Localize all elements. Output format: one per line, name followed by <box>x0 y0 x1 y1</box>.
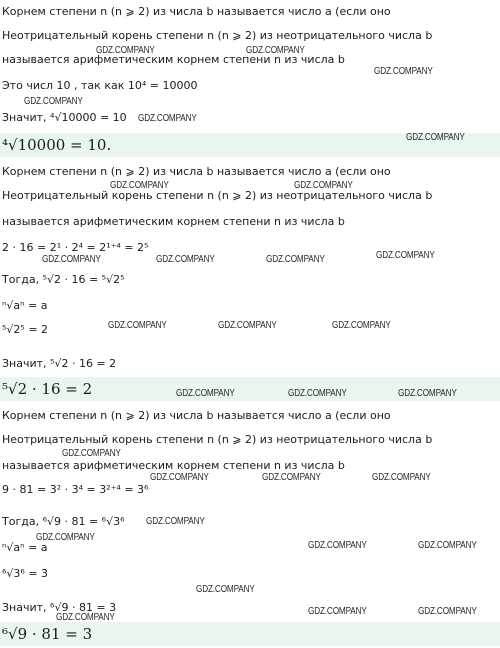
s2-rule-line: ⁿ√aⁿ = a <box>2 299 48 312</box>
s3-conclusion-line: Значит, ⁶√9 · 81 = 3 <box>2 601 117 614</box>
watermark: GDZ.COMPANY <box>418 606 477 617</box>
watermark: GDZ.COMPANY <box>138 113 197 124</box>
s1-example-line: Это числ 10 , так как 10⁴ = 10000 <box>2 79 198 92</box>
watermark: GDZ.COMPANY <box>372 472 431 483</box>
s3-calculation-line: 9 · 81 = 3² · 3⁴ = 3²⁺⁴ = 3⁶ <box>2 483 149 496</box>
s2-definition-line-1: Корнем степени n (n ⩾ 2) из числа b называется число a (если оно <box>2 165 391 178</box>
watermark: GDZ.COMPANY <box>246 45 305 56</box>
watermark: GDZ.COMPANY <box>56 612 115 623</box>
s3-definition-line-2: Неотрицательный корень степени n (n ⩾ 2) из неотрицательного числа b <box>2 433 433 446</box>
s3-definition-line-1: Корнем степени n (n ⩾ 2) из числа b называется число a (если оно <box>2 409 391 422</box>
watermark: GDZ.COMPANY <box>266 254 325 265</box>
watermark: GDZ.COMPANY <box>156 254 215 265</box>
watermark: GDZ.COMPANY <box>36 532 95 543</box>
s1-definition-line-2: Неотрицательный корень степени n (n ⩾ 2) из неотрицательного числа b <box>2 29 433 42</box>
watermark: GDZ.COMPANY <box>374 66 433 77</box>
watermark: GDZ.COMPANY <box>110 180 169 191</box>
watermark: GDZ.COMPANY <box>24 96 83 107</box>
watermark: GDZ.COMPANY <box>332 320 391 331</box>
watermark: GDZ.COMPANY <box>62 448 121 459</box>
s1-definition-line-3: называется арифметическим корнем степени n из числа b <box>2 53 345 66</box>
s3-rule-line: ⁿ√aⁿ = a <box>2 541 48 554</box>
watermark: GDZ.COMPANY <box>108 320 167 331</box>
s3-answer-band: ⁶√9 · 81 = 3 <box>0 622 500 646</box>
watermark: GDZ.COMPANY <box>96 45 155 56</box>
s2-calculation-line: 2 · 16 = 2¹ · 2⁴ = 2¹⁺⁴ = 2⁵ <box>2 241 149 254</box>
s3-then-line: Тогда, ⁶√9 · 81 = ⁶√3⁶ <box>2 515 125 528</box>
s2-conclusion-line: Значит, ⁵√2 · 16 = 2 <box>2 357 117 370</box>
watermark: GDZ.COMPANY <box>42 254 101 265</box>
watermark: GDZ.COMPANY <box>150 472 209 483</box>
watermark: GDZ.COMPANY <box>196 584 255 595</box>
s3-simplify-line: ⁶√3⁶ = 3 <box>2 567 49 580</box>
watermark: GDZ.COMPANY <box>398 388 457 399</box>
s1-answer-band: ⁴√10000 = 10. <box>0 133 500 157</box>
watermark: GDZ.COMPANY <box>218 320 277 331</box>
s2-definition-line-2: Неотрицательный корень степени n (n ⩾ 2) из неотрицательного числа b <box>2 189 433 202</box>
watermark: GDZ.COMPANY <box>376 250 435 261</box>
watermark: GDZ.COMPANY <box>418 540 477 551</box>
watermark: GDZ.COMPANY <box>308 606 367 617</box>
s2-answer-band: ⁵√2 · 16 = 2 <box>0 377 500 401</box>
watermark: GDZ.COMPANY <box>294 180 353 191</box>
watermark: GDZ.COMPANY <box>308 540 367 551</box>
watermark: GDZ.COMPANY <box>176 388 235 399</box>
watermark: GDZ.COMPANY <box>288 388 347 399</box>
s3-definition-line-3: называется арифметическим корнем степени n из числа b <box>2 459 345 472</box>
s2-simplify-line: ⁵√2⁵ = 2 <box>2 323 49 336</box>
watermark: GDZ.COMPANY <box>262 472 321 483</box>
s1-definition-line-1: Корнем степени n (n ⩾ 2) из числа b называется число a (если оно <box>2 5 391 18</box>
s1-conclusion-line: Значит, ⁴√10000 = 10 <box>2 111 127 124</box>
watermark: GDZ.COMPANY <box>146 516 205 527</box>
s2-definition-line-3: называется арифметическим корнем степени n из числа b <box>2 215 345 228</box>
s2-then-line: Тогда, ⁵√2 · 16 = ⁵√2⁵ <box>2 273 125 286</box>
watermark: GDZ.COMPANY <box>406 132 465 143</box>
